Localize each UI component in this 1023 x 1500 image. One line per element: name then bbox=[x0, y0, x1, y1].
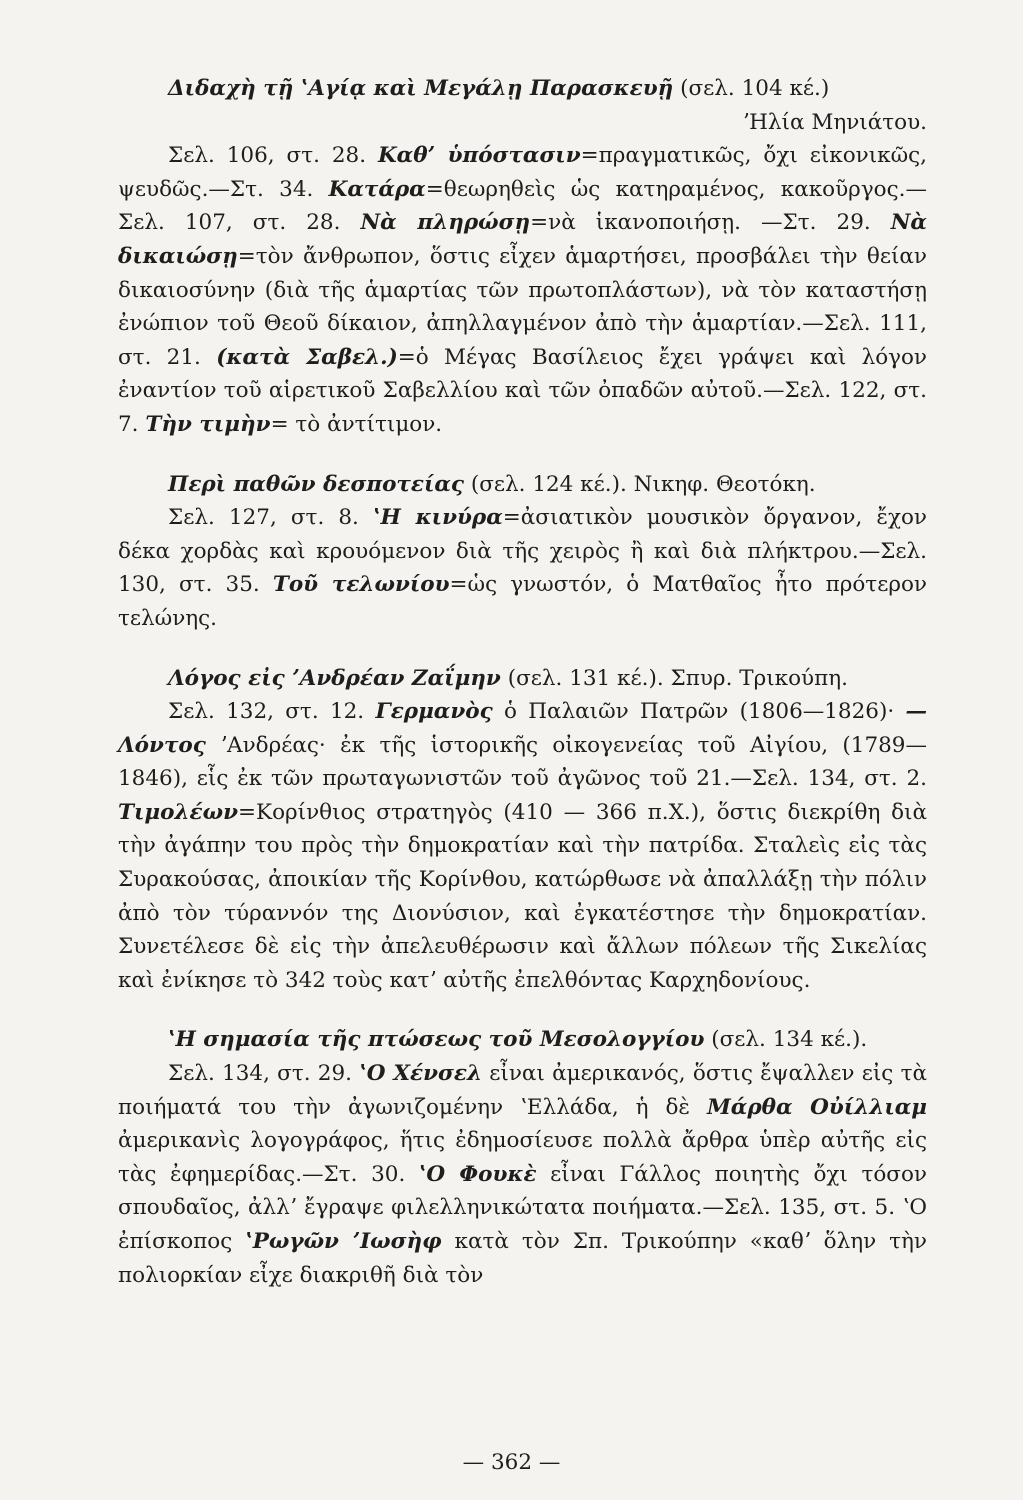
note-term: Γερμανὸς bbox=[375, 699, 493, 725]
page-number: — 362 — bbox=[462, 1450, 561, 1475]
section-heading-3 bbox=[118, 662, 927, 696]
note-ref: Σελ. 127, στ. 8. bbox=[168, 505, 359, 531]
note-term: Καθʼ ὑπόστασιν bbox=[377, 143, 581, 169]
note-text: εἶναι Γάλλος ποιητὴς ὄχι τόσον σπουδαῖος, ἀλλʼ ἔγραψε φιλελληνικώτατα ποιήματα.—Σελ. 135, στ. 5. ʽΟ ἐπίσκοπος bbox=[118, 1161, 927, 1254]
notes-paragraph-2 bbox=[118, 501, 927, 635]
note-text: =πραγματικῶς, ὄχι εἰκονικῶς, ψευδῶς.—Στ. 34. bbox=[118, 143, 927, 202]
note-ref: Σελ. 106, στ. 28. bbox=[168, 143, 367, 169]
note-term: Τὴν τιμὴν bbox=[145, 411, 271, 437]
note-text: =τὸν ἄνθρωπον, ὅστις εἶχεν ἁμαρτήσει, προσβάλει τὴν θείαν δικαιοσύνην (διὰ τῆς ἁμαρτίας τῶν πρωτοπλάστων), νὰ τὸν καταστήσῃ ἐνώπιον τοῦ Θεοῦ δίκαιον, ἀπηλλαγμένον ἀπὸ τὴν ἁμαρτίαν.—Σελ. 111, στ. 21. bbox=[118, 243, 927, 370]
section-heading-4 bbox=[118, 1023, 927, 1057]
notes-paragraph-1 bbox=[118, 139, 927, 441]
note-term: Τιμολέων bbox=[118, 799, 239, 825]
note-ref: Σελ. 132, στ. 12. bbox=[168, 699, 365, 725]
note-text: =ὁ Μέγας Βασίλειος ἔχει γράψει καὶ λόγον ἐναντίον τοῦ αἱρετικοῦ Σαβελλίου καὶ τῶν ὀπαδῶν αὐτοῦ.—Σελ. 122, στ. 7. bbox=[118, 344, 928, 437]
note-term: (κατὰ Σαβελ.) bbox=[216, 344, 398, 370]
note-term: Νὰ πληρώσῃ bbox=[360, 210, 531, 236]
note-term: Μάρθα Οὐίλλιαμ bbox=[706, 1094, 928, 1120]
heading-reference: (σελ. 104 κέ.) bbox=[680, 76, 830, 101]
note-term: Νὰ δικαιώσῃ bbox=[118, 210, 927, 269]
note-text: εἶναι ἀμερικανός, ὅστις ἔψαλλεν εἰς τὰ ποιήματά του τὴν ἀγωνιζομένην ʽΕλλάδα, ἡ δὲ bbox=[118, 1061, 927, 1120]
section-heading-2 bbox=[118, 468, 927, 502]
note-term: ʽΟ Φουκὲ bbox=[418, 1161, 537, 1187]
heading-title: ʽΗ σημασία τῆς πτώσεως τοῦ Μεσολογγίου bbox=[168, 1027, 705, 1053]
notes-paragraph-3 bbox=[118, 695, 927, 997]
note-term: Τοῦ τελωνίου bbox=[272, 572, 450, 598]
heading-title: Λόγος εἰς ʼΑνδρέαν Ζαΐμην bbox=[168, 665, 501, 691]
note-ref: Σελ. 134, στ. 29. bbox=[168, 1061, 352, 1087]
note-term: ʽΡωγῶν ʼΙωσὴφ bbox=[245, 1229, 442, 1254]
heading-title: Περὶ παθῶν δεσποτείας bbox=[168, 471, 464, 497]
note-text: =ὡς γνωστόν, ὁ Ματθαῖος ἦτο πρότερον τελώνης. bbox=[118, 572, 927, 631]
note-text: ὁ Παλαιῶν Πατρῶν (1806—1826)· bbox=[492, 699, 895, 725]
note-term: Κατάρα bbox=[328, 176, 426, 202]
note-text: ἀμερικανὶς λογογράφος, ἥτις ἐδημοσίευσε πολλὰ ἄρθρα ὑπὲρ αὐτῆς εἰς τὰς ἐφημερίδας.—Στ. 30. bbox=[118, 1128, 927, 1187]
note-text: =ἀσιατικὸν μουσικὸν ὄργανον, ἔχον δέκα χορδὰς καὶ κρουόμενον διὰ τῆς χειρὸς ἢ καὶ διὰ πλήκτρου.—Σελ. 130, στ. 35. bbox=[118, 505, 928, 598]
heading-reference: (σελ. 134 κέ.). bbox=[704, 1027, 868, 1053]
note-text: =Κορίνθιος στρατηγὸς (410 — 366 π.Χ.), ὅστις διεκρίθη διὰ τὴν ἀγάπην του πρὸς τὴν δημοκρατίαν καὶ τὴν πατρίδα. Σταλεὶς εἰς τὰς Συρακούσας, ἀποικίαν τῆς Κορίνθου, κατώρθωσε νὰ ἀπαλλάξῃ τὴν πόλιν ἀπὸ τὸν τύραννόν της Διονύσιον, καὶ ἐγκατέστησε τὴν δημοκρατίαν. Συνετέλεσε δὲ εἰς τὴν ἀπελευθέρωσιν καὶ ἄλλων πόλεων τῆς Σικελίας καὶ ἐνίκησε τὸ 342 τοὺς κατʼ αὐτῆς ἐπελθόντας Καρχηδονίους. bbox=[118, 799, 927, 993]
page-text bbox=[118, 72, 927, 1292]
note-text: = τὸ ἀντίτιμον. bbox=[270, 411, 443, 437]
note-term: ʽΟ Χένσελ bbox=[359, 1061, 483, 1087]
section-author-1: ʼΗλία Μηνιάτου. bbox=[742, 109, 927, 135]
note-term: ʽΗ κινύρα bbox=[373, 505, 503, 531]
note-text: =θεωρηθεὶς ὡς κατηραμένος, κακοῦργος.—Σελ. 107, στ. 28. bbox=[118, 176, 927, 236]
note-text: κατὰ τὸν Σπ. Τρικούπην «καθʼ ὅλην τὴν πολιορκίαν εἶχε διακριθῆ διὰ τὸν bbox=[118, 1229, 928, 1288]
section-heading-1 bbox=[118, 72, 927, 106]
heading-title: Διδαχὴ τῇ ʽΑγίᾳ καὶ Μεγάλῃ Παρασκευῇ bbox=[168, 76, 674, 101]
note-text: =νὰ ἱκανοποιήσῃ. —Στ. 29. bbox=[530, 210, 871, 236]
notes-paragraph-4 bbox=[118, 1057, 927, 1292]
note-text: ʼΑνδρέας· ἐκ τῆς ἱστορικῆς οἰκογενείας τοῦ Αἰγίου, (1789—1846), εἷς ἐκ τῶν πρωταγωνιστῶν τοῦ ἀγῶνος τοῦ 21.—Σελ. 134, στ. 2. bbox=[118, 732, 927, 792]
note-term: —Λόντος bbox=[118, 699, 927, 758]
heading-reference: (σελ. 131 κέ.). Σπυρ. Τρικούπη. bbox=[500, 665, 848, 691]
heading-reference: (σελ. 124 κέ.). Νικηφ. Θεοτόκη. bbox=[463, 471, 816, 497]
